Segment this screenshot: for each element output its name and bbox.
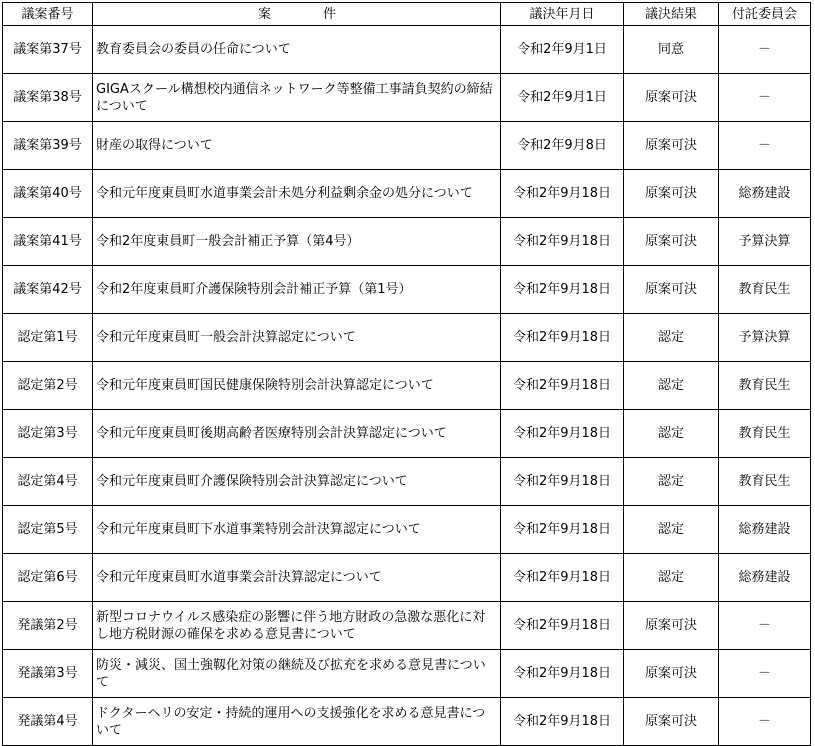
bill-title: 新型コロナウイルス感染症の影響に伴う地方財政の急激な悪化に対し地方税財源の確保を求める意見書について	[93, 602, 501, 650]
committee: －	[719, 650, 811, 698]
committee: －	[719, 122, 811, 170]
table-row	[3, 458, 811, 506]
bill-number: 議案第37号	[3, 26, 93, 74]
bill-title: 令和元年度東員町後期高齢者医療特別会計決算認定について	[93, 410, 501, 458]
table-row	[3, 362, 811, 410]
decision-result: 認定	[624, 410, 719, 458]
bill-number: 議案第42号	[3, 266, 93, 314]
decision-result: 認定	[624, 362, 719, 410]
decision-date: 令和2年9月1日	[501, 26, 624, 74]
committee: －	[719, 26, 811, 74]
table-row	[3, 266, 811, 314]
decision-result: 認定	[624, 554, 719, 602]
bill-number: 認定第1号	[3, 314, 93, 362]
decision-date: 令和2年9月18日	[501, 362, 624, 410]
decision-result: 認定	[624, 506, 719, 554]
table-row	[3, 170, 811, 218]
decision-date: 令和2年9月8日	[501, 122, 624, 170]
header-number: 議案番号	[3, 3, 93, 26]
table-row	[3, 26, 811, 74]
decision-result: 原案可決	[624, 266, 719, 314]
committee: 予算決算	[719, 218, 811, 266]
decision-date: 令和2年9月18日	[501, 602, 624, 650]
decision-date: 令和2年9月18日	[501, 314, 624, 362]
decision-result: 認定	[624, 458, 719, 506]
header-date: 議決年月日	[501, 3, 624, 26]
bill-number: 議案第40号	[3, 170, 93, 218]
table-row	[3, 218, 811, 266]
table-row	[3, 410, 811, 458]
committee: 総務建設	[719, 170, 811, 218]
bill-title: 令和2年度東員町一般会計補正予算（第4号）	[93, 218, 501, 266]
decision-date: 令和2年9月18日	[501, 218, 624, 266]
decision-date: 令和2年9月18日	[501, 170, 624, 218]
bill-number: 認定第3号	[3, 410, 93, 458]
decision-date: 令和2年9月18日	[501, 266, 624, 314]
bill-number: 議案第39号	[3, 122, 93, 170]
committee: －	[719, 602, 811, 650]
table-row	[3, 122, 811, 170]
bill-number: 議案第38号	[3, 74, 93, 122]
decision-result: 原案可決	[624, 218, 719, 266]
header-title: 案 件	[93, 3, 501, 26]
committee: 教育民生	[719, 362, 811, 410]
bill-number: 議案第41号	[3, 218, 93, 266]
table-row	[3, 602, 811, 650]
decision-date: 令和2年9月18日	[501, 650, 624, 698]
bill-title: 防災・減災、国土強靱化対策の継続及び拡充を求める意見書について	[93, 650, 501, 698]
committee: 教育民生	[719, 458, 811, 506]
bill-title: GIGAスクール構想校内通信ネットワーク等整備工事請負契約の締結について	[93, 74, 501, 122]
bill-number: 認定第6号	[3, 554, 93, 602]
committee: 教育民生	[719, 266, 811, 314]
decision-result: 原案可決	[624, 698, 719, 746]
bill-title: 教育委員会の委員の任命について	[93, 26, 501, 74]
header-committee: 付託委員会	[719, 3, 811, 26]
committee: －	[719, 74, 811, 122]
bill-number: 認定第5号	[3, 506, 93, 554]
bill-title: 令和元年度東員町介護保険特別会計決算認定について	[93, 458, 501, 506]
decision-date: 令和2年9月18日	[501, 554, 624, 602]
committee: 総務建設	[719, 506, 811, 554]
bill-title: 令和元年度東員町下水道事業特別会計決算認定について	[93, 506, 501, 554]
header-row	[3, 3, 811, 26]
table-row	[3, 74, 811, 122]
table-row	[3, 698, 811, 746]
committee: 教育民生	[719, 410, 811, 458]
table-row	[3, 554, 811, 602]
bill-table-container	[2, 2, 811, 746]
bill-title: ドクターヘリの安定・持続的運用への支援強化を求める意見書について	[93, 698, 501, 746]
decision-result: 認定	[624, 314, 719, 362]
header-result: 議決結果	[624, 3, 719, 26]
table-row	[3, 506, 811, 554]
decision-date: 令和2年9月18日	[501, 458, 624, 506]
decision-result: 原案可決	[624, 170, 719, 218]
decision-result: 原案可決	[624, 650, 719, 698]
committee: 予算決算	[719, 314, 811, 362]
decision-result: 同意	[624, 26, 719, 74]
decision-date: 令和2年9月18日	[501, 506, 624, 554]
decision-date: 令和2年9月1日	[501, 74, 624, 122]
decision-result: 原案可決	[624, 602, 719, 650]
bill-title: 令和元年度東員町一般会計決算認定について	[93, 314, 501, 362]
bill-title: 令和2年度東員町介護保険特別会計補正予算（第1号）	[93, 266, 501, 314]
bill-title: 令和元年度東員町国民健康保険特別会計決算認定について	[93, 362, 501, 410]
committee: －	[719, 698, 811, 746]
committee: 総務建設	[719, 554, 811, 602]
bill-number: 発議第2号	[3, 602, 93, 650]
bill-number: 認定第4号	[3, 458, 93, 506]
decision-result: 原案可決	[624, 122, 719, 170]
bill-title: 令和元年度東員町水道事業会計未処分利益剰余金の処分について	[93, 170, 501, 218]
bill-number: 認定第2号	[3, 362, 93, 410]
decision-date: 令和2年9月18日	[501, 698, 624, 746]
decision-date: 令和2年9月18日	[501, 410, 624, 458]
table-row	[3, 314, 811, 362]
table-row	[3, 650, 811, 698]
decision-result: 原案可決	[624, 74, 719, 122]
bill-table	[2, 2, 811, 746]
bill-number: 発議第4号	[3, 698, 93, 746]
bill-title: 令和元年度東員町水道事業会計決算認定について	[93, 554, 501, 602]
bill-title: 財産の取得について	[93, 122, 501, 170]
bill-number: 発議第3号	[3, 650, 93, 698]
